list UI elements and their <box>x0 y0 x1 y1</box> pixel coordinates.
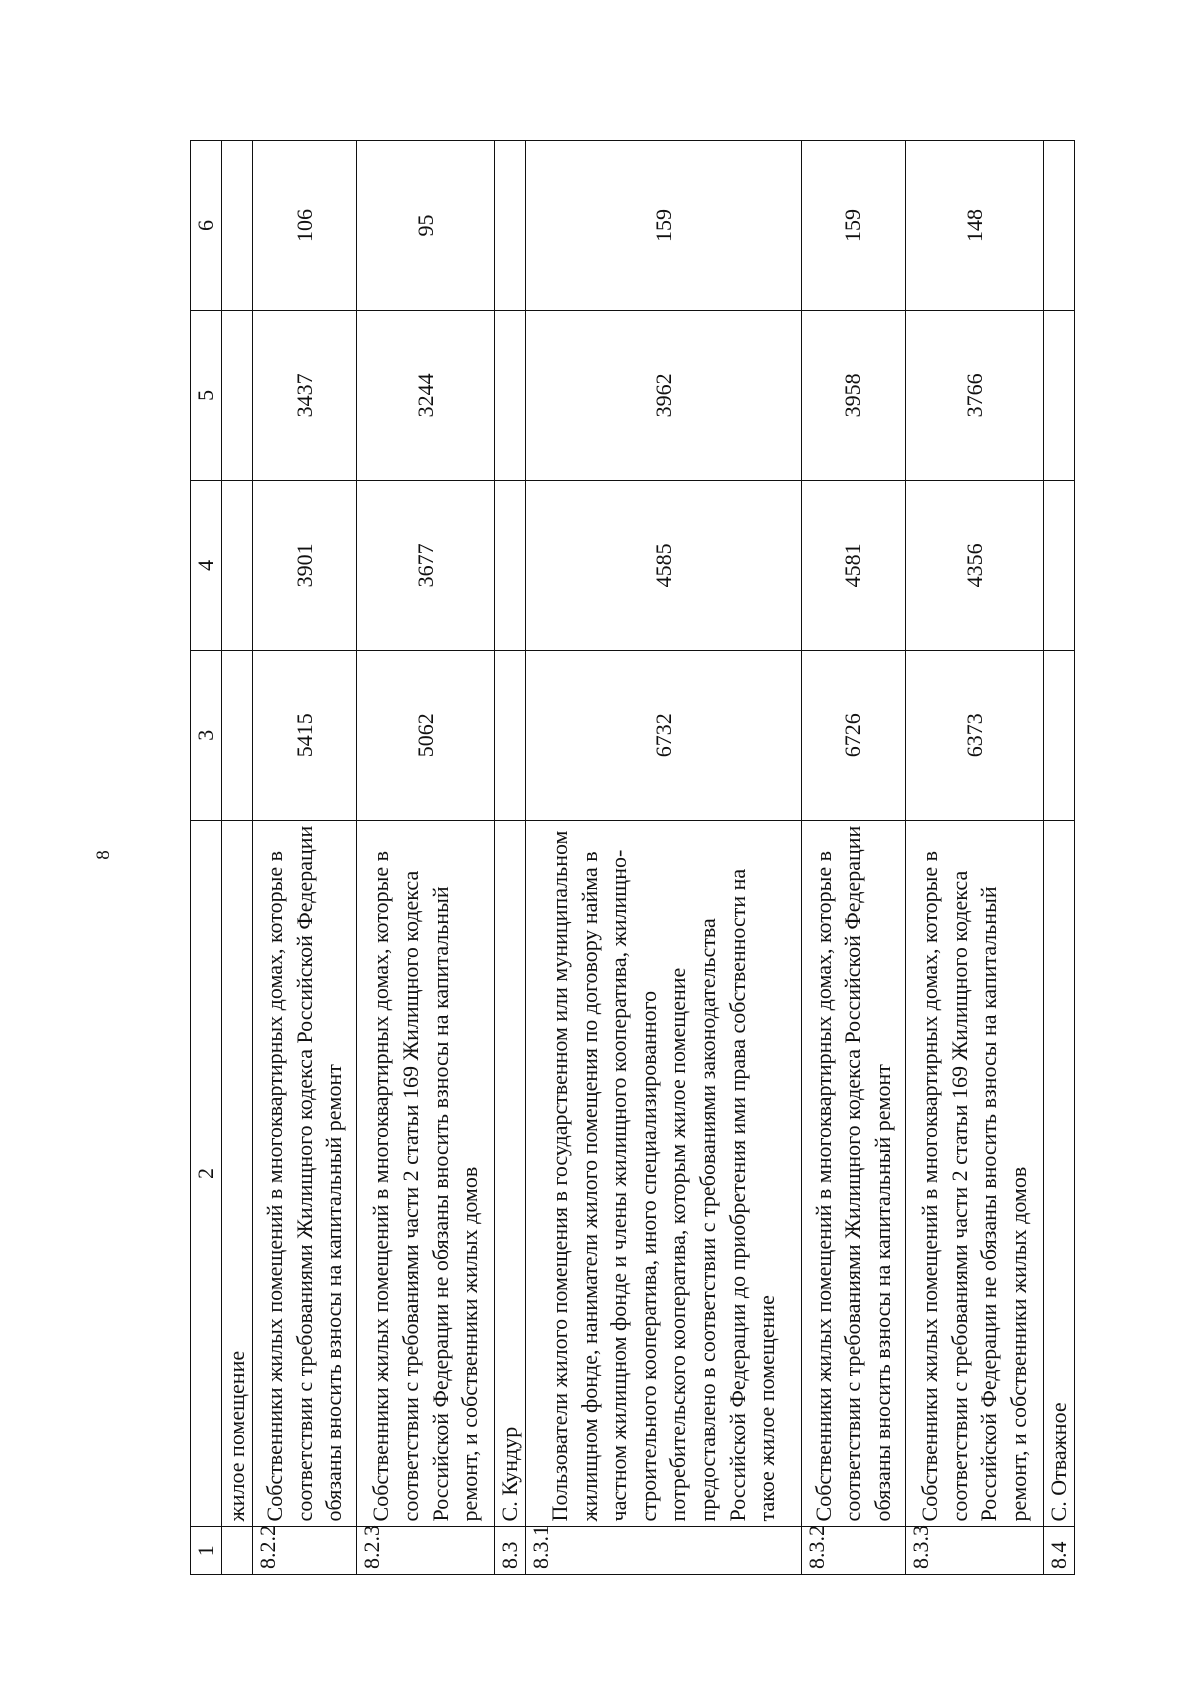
row-value: 95 <box>357 141 495 311</box>
header-cell: 1 <box>191 1527 222 1575</box>
row-text: жилое помещение <box>222 820 253 1527</box>
row-value <box>1044 480 1075 650</box>
table-row <box>1044 141 1075 1575</box>
row-value: 3962 <box>526 310 801 480</box>
header-cell: 4 <box>191 480 222 650</box>
row-value: 4581 <box>801 480 905 650</box>
row-value: 6732 <box>526 650 801 820</box>
table-row <box>495 141 526 1575</box>
row-value <box>222 650 253 820</box>
header-cell: 2 <box>191 820 222 1527</box>
row-value: 3677 <box>357 480 495 650</box>
row-value: 5415 <box>253 650 357 820</box>
row-value: 159 <box>801 141 905 311</box>
row-code: 8.3.2 <box>801 1527 905 1575</box>
header-cell: 6 <box>191 141 222 311</box>
row-text: Собственники жилых помещений в многоквартирных домах, которые в соответствии с требованиями Жилищного кодекса Российской Федерации обязаны вносить взносы на капитальный ремонт <box>801 820 905 1527</box>
row-code: 8.3 <box>495 1527 526 1575</box>
header-row <box>191 141 222 1575</box>
row-value: 3766 <box>905 310 1043 480</box>
row-value: 5062 <box>357 650 495 820</box>
row-code: 8.3.1 <box>526 1527 801 1575</box>
row-value <box>495 480 526 650</box>
table-row <box>222 141 253 1575</box>
row-value: 6373 <box>905 650 1043 820</box>
tariff-table <box>190 140 1075 1575</box>
row-value <box>495 650 526 820</box>
row-text: Собственники жилых помещений в многоквартирных домах, которые в соответствии с требованиями части 2 статьи 169 Жилищного кодекса Российской Федерации не обязаны вносить взносы на капитальный ремонт, и собственники жилых домов <box>905 820 1043 1527</box>
table-row <box>905 141 1043 1575</box>
row-value <box>1044 650 1075 820</box>
row-code: 8.2.2 <box>253 1527 357 1575</box>
row-value: 6726 <box>801 650 905 820</box>
row-text: С. Отважное <box>1044 820 1075 1527</box>
row-text: Собственники жилых помещений в многоквартирных домах, которые в соответствии с требованиями Жилищного кодекса Российской Федерации обязаны вносить взносы на капитальный ремонт <box>253 820 357 1527</box>
row-value: 106 <box>253 141 357 311</box>
table-row <box>801 141 905 1575</box>
row-value <box>222 310 253 480</box>
table-row <box>253 141 357 1575</box>
row-value <box>1044 310 1075 480</box>
row-value: 3901 <box>253 480 357 650</box>
row-value: 4585 <box>526 480 801 650</box>
row-code: 8.4 <box>1044 1527 1075 1575</box>
row-value: 148 <box>905 141 1043 311</box>
row-value <box>222 141 253 311</box>
row-code: 8.2.3 <box>357 1527 495 1575</box>
table-row <box>357 141 495 1575</box>
row-text: Пользователи жилого помещения в государственном или муниципальном жилищном фонде, наниматели жилого помещения по договору найма в частном жилищном фонде и члены жилищного кооператива, жилищно-строительного кооператива, иного специализированного потребительского кооператива, которым жилое помещение предоставлено в соответствии с требованиями законодательства Российской Федерации до приобретения ими права собственности на такое жилое помещение <box>526 820 801 1527</box>
table-row <box>526 141 801 1575</box>
row-text: Собственники жилых помещений в многоквартирных домах, которые в соответствии с требованиями части 2 статьи 169 Жилищного кодекса Российской Федерации не обязаны вносить взносы на капитальный ремонт, и собственники жилых домов <box>357 820 495 1527</box>
row-value: 3437 <box>253 310 357 480</box>
row-value: 3958 <box>801 310 905 480</box>
row-code: 8.3.3 <box>905 1527 1043 1575</box>
row-value: 3244 <box>357 310 495 480</box>
row-value <box>495 141 526 311</box>
row-value <box>495 310 526 480</box>
row-value <box>1044 141 1075 311</box>
header-cell: 5 <box>191 310 222 480</box>
row-value <box>222 480 253 650</box>
row-value: 4356 <box>905 480 1043 650</box>
row-text: С. Кундур <box>495 820 526 1527</box>
page-number: 8 <box>93 850 114 860</box>
rotated-table-container <box>190 140 1075 1575</box>
row-code <box>222 1527 253 1575</box>
row-value: 159 <box>526 141 801 311</box>
header-cell: 3 <box>191 650 222 820</box>
